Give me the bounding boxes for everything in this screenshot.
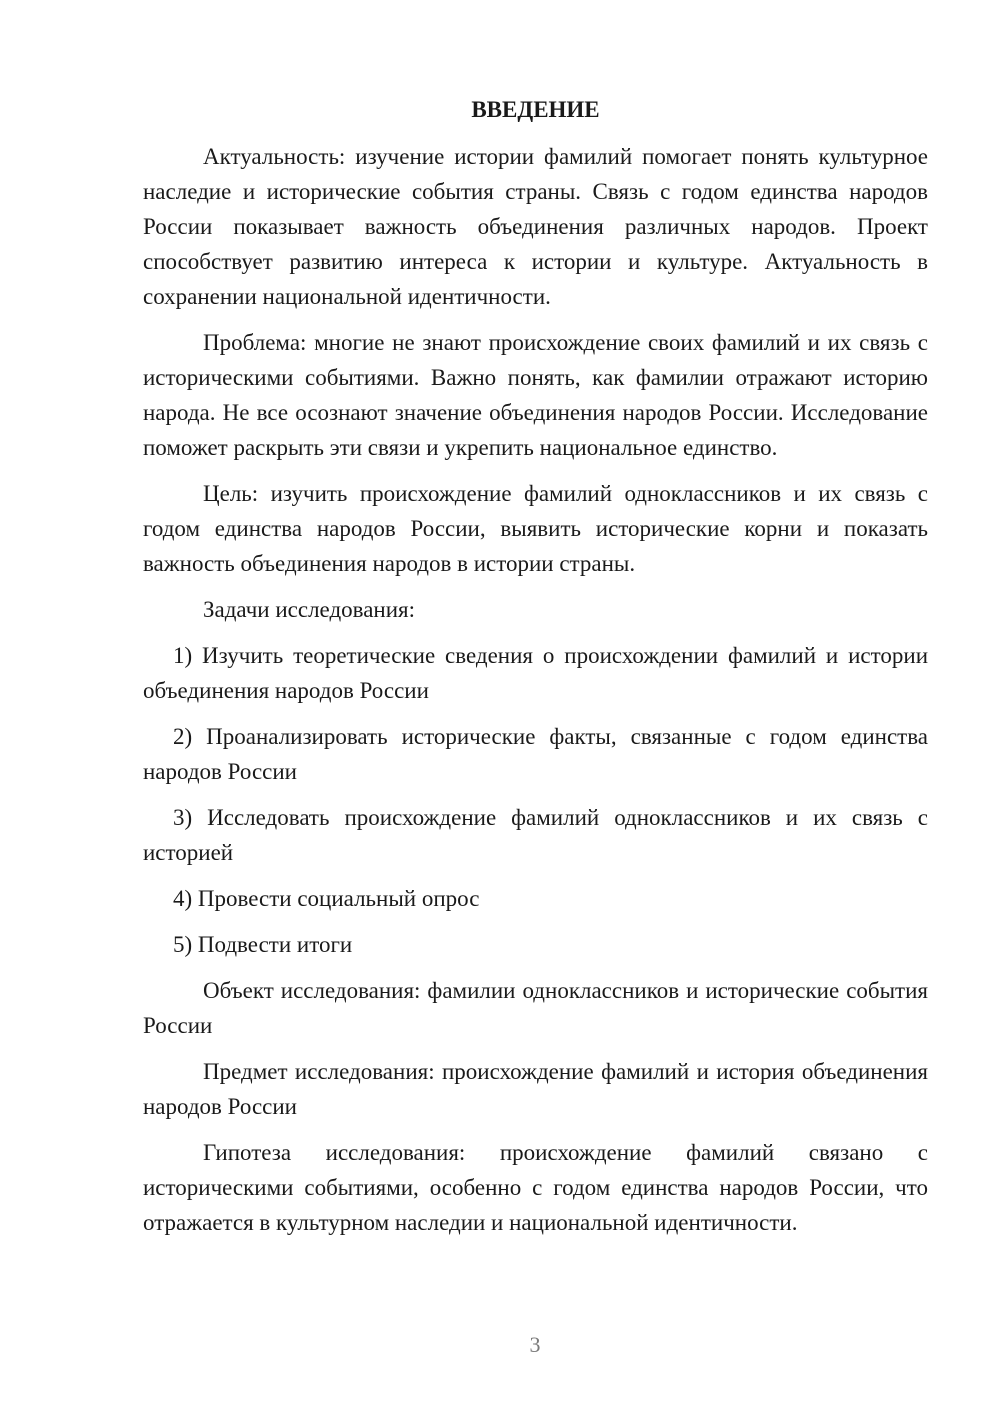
task-item: 2) Проанализировать исторические факты, связанные с годом единства народов России (143, 724, 928, 784)
relevance-paragraph: Актуальность: изучение истории фамилий помогает понять культурное наследие и исторические события страны. Связь с годом единства народов России показывает важность объединения различных народов. Проект способствует развитию интереса к истории и культуре. Актуальность в сохранении национальной идентичности. (143, 144, 928, 309)
task-item: 5) Подвести итоги (173, 932, 353, 957)
subject-paragraph: Предмет исследования: происхождение фамилий и история объединения народов России (143, 1059, 928, 1119)
tasks-title: Задачи исследования: (203, 597, 416, 622)
task-item: 3) Исследовать происхождение фамилий одноклассников и их связь с историей (143, 805, 928, 865)
page-number: 3 (529, 1332, 541, 1357)
task-item: 4) Провести социальный опрос (173, 886, 480, 911)
goal-paragraph: Цель: изучить происхождение фамилий одноклассников и их связь с годом единства народов России, выявить исторические корни и показать важность объединения народов в истории страны. (143, 481, 928, 576)
task-item: 1) Изучить теоретические сведения о происхождении фамилий и истории объединения народов России (143, 643, 928, 703)
page-content (143, 95, 928, 1251)
section-heading: ВВЕДЕНИЕ (471, 97, 600, 122)
problem-paragraph: Проблема: многие не знают происхождение своих фамилий и их связь с историческими событиями. Важно понять, как фамилии отражают историю народа. Не все осознают значение объединения народов России. Исследование поможет раскрыть эти связи и укрепить национальное единство. (143, 330, 928, 460)
object-paragraph: Объект исследования: фамилии одноклассников и исторические события России (143, 978, 928, 1038)
hypothesis-paragraph: Гипотеза исследования: происхождение фамилий связано с историческими событиями, особенно с годом единства народов России, что отражается в культурном наследии и национальной идентичности. (143, 1140, 928, 1235)
